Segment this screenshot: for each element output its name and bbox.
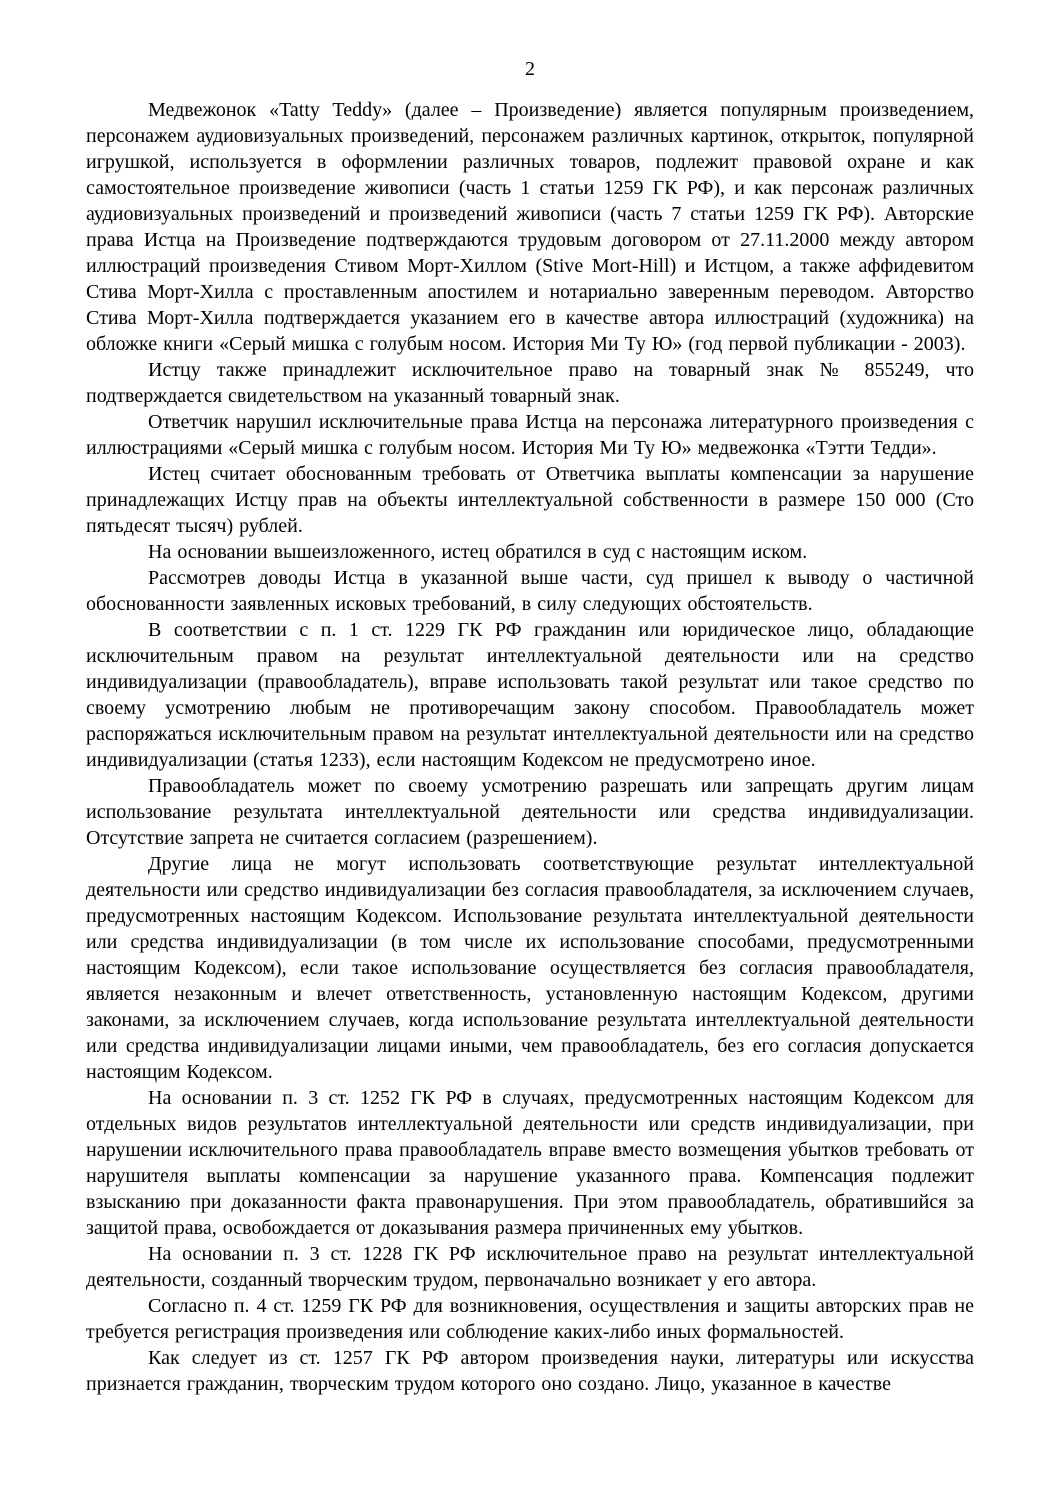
- page-number: 2: [525, 58, 535, 80]
- paragraph: Другие лица не могут использовать соответствующие результат интеллектуальной деятельности или средство индивидуализации без согласия правообладателя, за исключением случаев, предусмотренных настоящим Кодексом. Использование результата интеллектуальной деятельности или средства индивидуализации (в том числе их использование способами, предусмотренными настоящим Кодексом), если такое использование осуществляется без согласия правообладателя, является незаконным и влечет ответственность, установленную настоящим Кодексом, другими законами, за исключением случаев, когда использование результата интеллектуальной деятельности или средства индивидуализации лицами иными, чем правообладатель, без его согласия допускается настоящим Кодексом.: [86, 853, 974, 1083]
- paragraph: На основании п. 3 ст. 1252 ГК РФ в случаях, предусмотренных настоящим Кодексом для отдельных видов результатов интеллектуальной деятельности или средств индивидуализации, при нарушении исключительного права правообладатель вправе вместо возмещения убытков требовать от нарушителя выплаты компенсации за нарушение указанного права. Компенсация подлежит взысканию при доказанности факта правонарушения. При этом правообладатель, обратившийся за защитой права, освобождается от доказывания размера причиненных ему убытков.: [86, 1087, 974, 1239]
- paragraph: Истец считает обоснованным требовать от Ответчика выплаты компенсации за нарушение принадлежащих Истцу прав на объекты интеллектуальной собственности в размере 150 000 (Сто пятьдесят тысяч) рублей.: [86, 463, 974, 537]
- paragraph: Ответчик нарушил исключительные права Истца на персонажа литературного произведения с иллюстрациями «Серый мишка с голубым носом. История Ми Ту Ю» медвежонка «Тэтти Тедди».: [86, 411, 974, 459]
- paragraph: Как следует из ст. 1257 ГК РФ автором произведения науки, литературы или искусства признается гражданин, творческим трудом которого оно создано. Лицо, указанное в качестве: [86, 1347, 974, 1395]
- document-body: [86, 97, 974, 1397]
- paragraph: Правообладатель может по своему усмотрению разрешать или запрещать другим лицам использование результата интеллектуальной деятельности или средства индивидуализации. Отсутствие запрета не считается согласием (разрешением).: [86, 775, 974, 849]
- paragraph: Истцу также принадлежит исключительное право на товарный знак № 855249, что подтверждается свидетельством на указанный товарный знак.: [86, 359, 974, 407]
- paragraph: На основании п. 3 ст. 1228 ГК РФ исключительное право на результат интеллектуальной деятельности, созданный творческим трудом, первоначально возникает у его автора.: [86, 1243, 974, 1291]
- paragraph: Рассмотрев доводы Истца в указанной выше части, суд пришел к выводу о частичной обоснованности заявленных исковых требований, в силу следующих обстоятельств.: [86, 567, 974, 615]
- paragraph: Согласно п. 4 ст. 1259 ГК РФ для возникновения, осуществления и защиты авторских прав не требуется регистрация произведения или соблюдение каких-либо иных формальностей.: [86, 1295, 974, 1343]
- paragraph: В соответствии с п. 1 ст. 1229 ГК РФ гражданин или юридическое лицо, обладающие исключительным правом на результат интеллектуальной деятельности или на средство индивидуализации (правообладатель), вправе использовать такой результат или такое средство по своему усмотрению любым не противоречащим закону способом. Правообладатель может распоряжаться исключительным правом на результат интеллектуальной деятельности или на средство индивидуализации (статья 1233), если настоящим Кодексом не предусмотрено иное.: [86, 619, 974, 771]
- paragraph: На основании вышеизложенного, истец обратился в суд с настоящим иском.: [148, 541, 808, 563]
- paragraph: Медвежонок «Tatty Teddy» (далее – Произведение) является популярным произведением, персонажем аудиовизуальных произведений, персонажем различных картинок, открыток, популярной игрушкой, используется в оформлении различных товаров, подлежит правовой охране и как самостоятельное произведение живописи (часть 1 статьи 1259 ГК РФ), и как персонаж различных аудиовизуальных произведений и произведений живописи (часть 7 статьи 1259 ГК РФ). Авторские права Истца на Произведение подтверждаются трудовым договором от 27.11.2000 между автором иллюстраций произведения Стивом Морт-Хиллом (Stive Mort-Hill) и Истцом, а также аффидевитом Стива Морт-Хилла с проставленным апостилем и нотариально заверенным переводом. Авторство Стива Морт-Хилла подтверждается указанием его в качестве автора иллюстраций (художника) на обложке книги «Серый мишка с голубым носом. История Ми Ту Ю» (год первой публикации - 2003).: [86, 99, 974, 355]
